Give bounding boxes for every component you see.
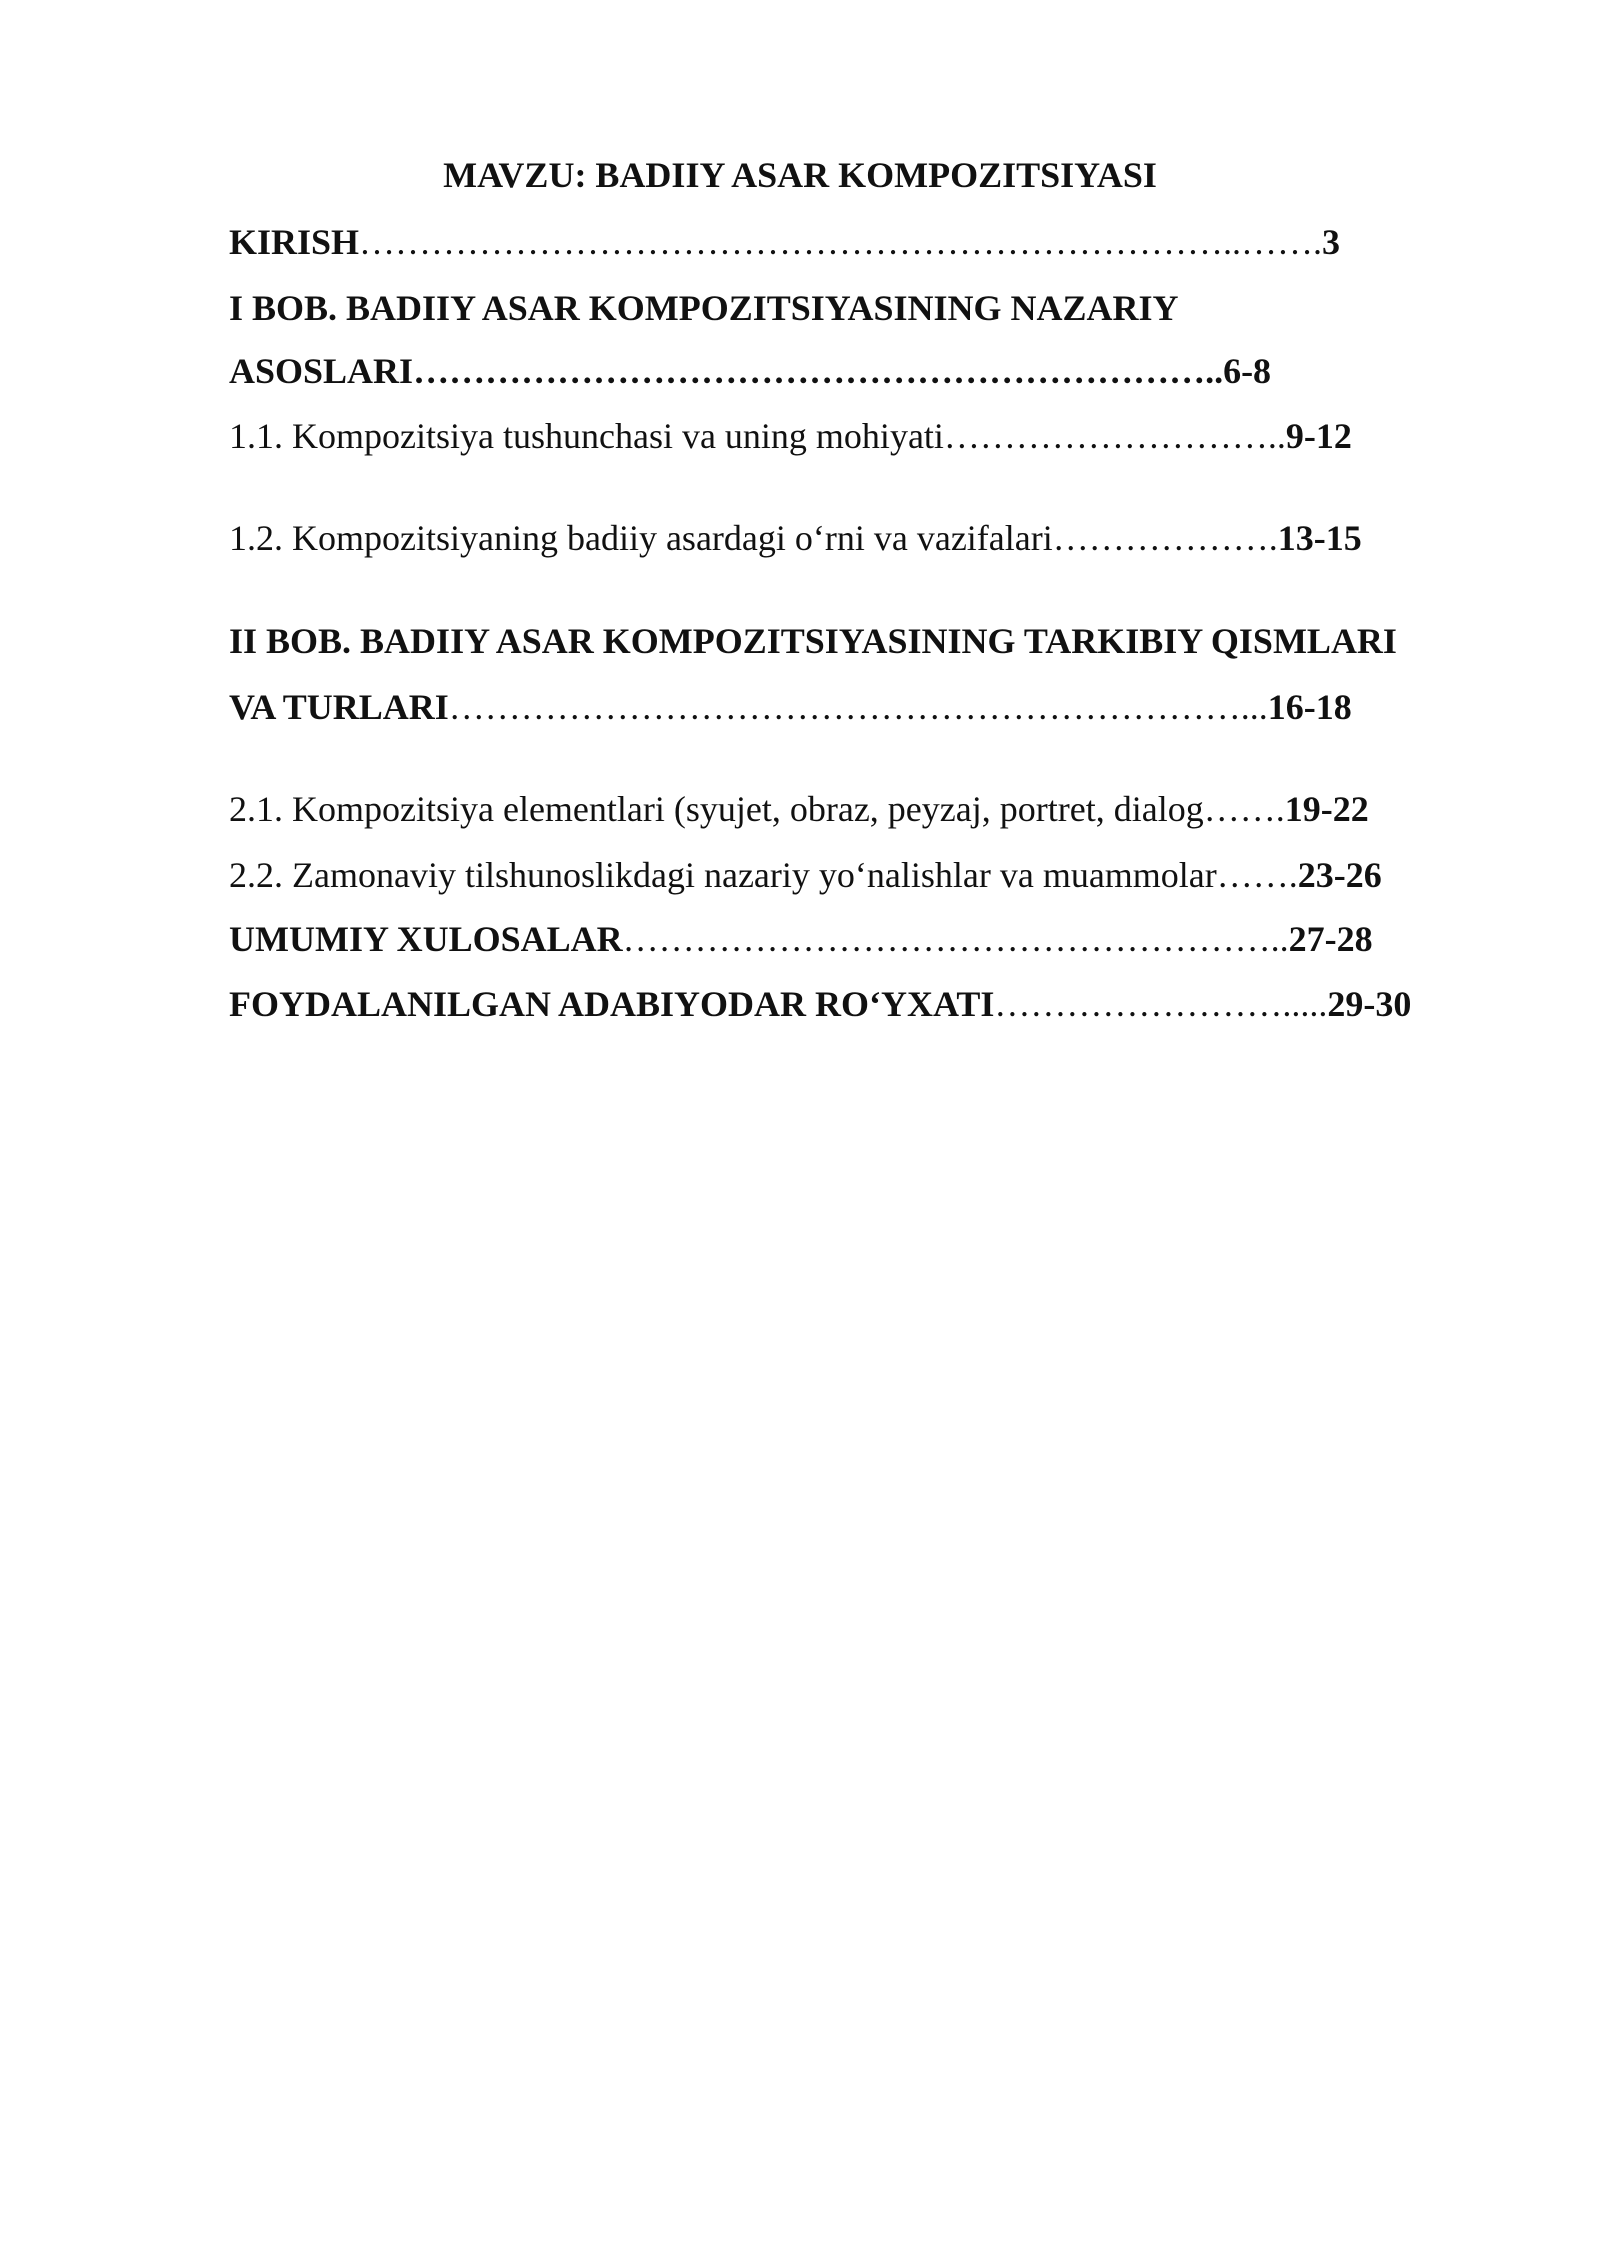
toc-leader-dots: ……………………….. bbox=[943, 416, 1286, 456]
toc-entry-text: UMUMIY XULOSALAR bbox=[229, 919, 623, 959]
toc-page-number: 13-15 bbox=[1277, 518, 1362, 558]
toc-leader-dots: ……………………..... bbox=[994, 984, 1328, 1024]
toc-leader-dots: ……………………………………………….. bbox=[622, 919, 1289, 959]
toc-page-number: 6-8 bbox=[1223, 351, 1272, 391]
toc-leader-dots: ………………. bbox=[1052, 518, 1278, 558]
toc-page-number: 27-28 bbox=[1288, 919, 1373, 959]
toc-page-number: 23-26 bbox=[1297, 855, 1382, 895]
toc-entry-text: 2.1. Kompozitsiya elementlari (syujet, obraz, peyzaj, portret, dialog bbox=[229, 789, 1204, 829]
toc-section-1-1 bbox=[229, 411, 1352, 461]
toc-chapter-2-entry bbox=[229, 682, 1352, 732]
toc-entry-text: 1.2. Kompozitsiyaning badiiy asardagi o‘rni va vazifalari bbox=[229, 518, 1053, 558]
toc-page-number: 19-22 bbox=[1284, 789, 1369, 829]
toc-chapter-1-heading bbox=[229, 283, 1179, 333]
toc-entry-text: 2.2. Zamonaviy tilshunoslikdagi nazariy yo‘nalishlar va muammolar bbox=[229, 855, 1217, 895]
toc-entry-text: VA TURLARI bbox=[229, 687, 449, 727]
toc-chapter-1-entry bbox=[229, 346, 1271, 396]
toc-page-number: 16-18 bbox=[1267, 687, 1352, 727]
toc-entry-references bbox=[229, 979, 1411, 1029]
toc-page-number: 3 bbox=[1322, 222, 1341, 262]
toc-entry-conclusions bbox=[229, 914, 1373, 964]
toc-section-2-1 bbox=[229, 784, 1369, 834]
toc-leader-dots: ………………………………………………………….. bbox=[413, 351, 1224, 391]
toc-entry-text: FOYDALANILGAN ADABIYODAR RO‘YXATI bbox=[229, 984, 995, 1024]
toc-chapter-2-heading bbox=[229, 616, 1397, 666]
toc-page-number: 29-30 bbox=[1327, 984, 1412, 1024]
toc-entry-text: II BOB. BADIIY ASAR KOMPOZITSIYASINING TARKIBIY QISMLARI bbox=[229, 621, 1397, 661]
page-title: MAVZU: BADIIY ASAR KOMPOZITSIYASI bbox=[443, 155, 1157, 195]
toc-leader-dots: …………………………………………………………... bbox=[448, 687, 1268, 727]
toc-leader-dots: ………………………………………………………………..……. bbox=[359, 222, 1323, 262]
toc-entry-kirish bbox=[229, 217, 1340, 267]
toc-page-number: 9-12 bbox=[1285, 416, 1352, 456]
toc-leader-dots: ……. bbox=[1216, 855, 1298, 895]
toc-section-1-2 bbox=[229, 513, 1362, 563]
toc-entry-text: ASOSLARI bbox=[229, 351, 414, 391]
toc-section-2-2 bbox=[229, 850, 1382, 900]
toc-entry-text: 1.1. Kompozitsiya tushunchasi va uning mohiyati bbox=[229, 416, 944, 456]
toc-entry-text: I BOB. BADIIY ASAR KOMPOZITSIYASINING NAZARIY bbox=[229, 288, 1179, 328]
toc-leader-dots: ……. bbox=[1203, 789, 1285, 829]
toc-entry-text: KIRISH bbox=[229, 222, 360, 262]
